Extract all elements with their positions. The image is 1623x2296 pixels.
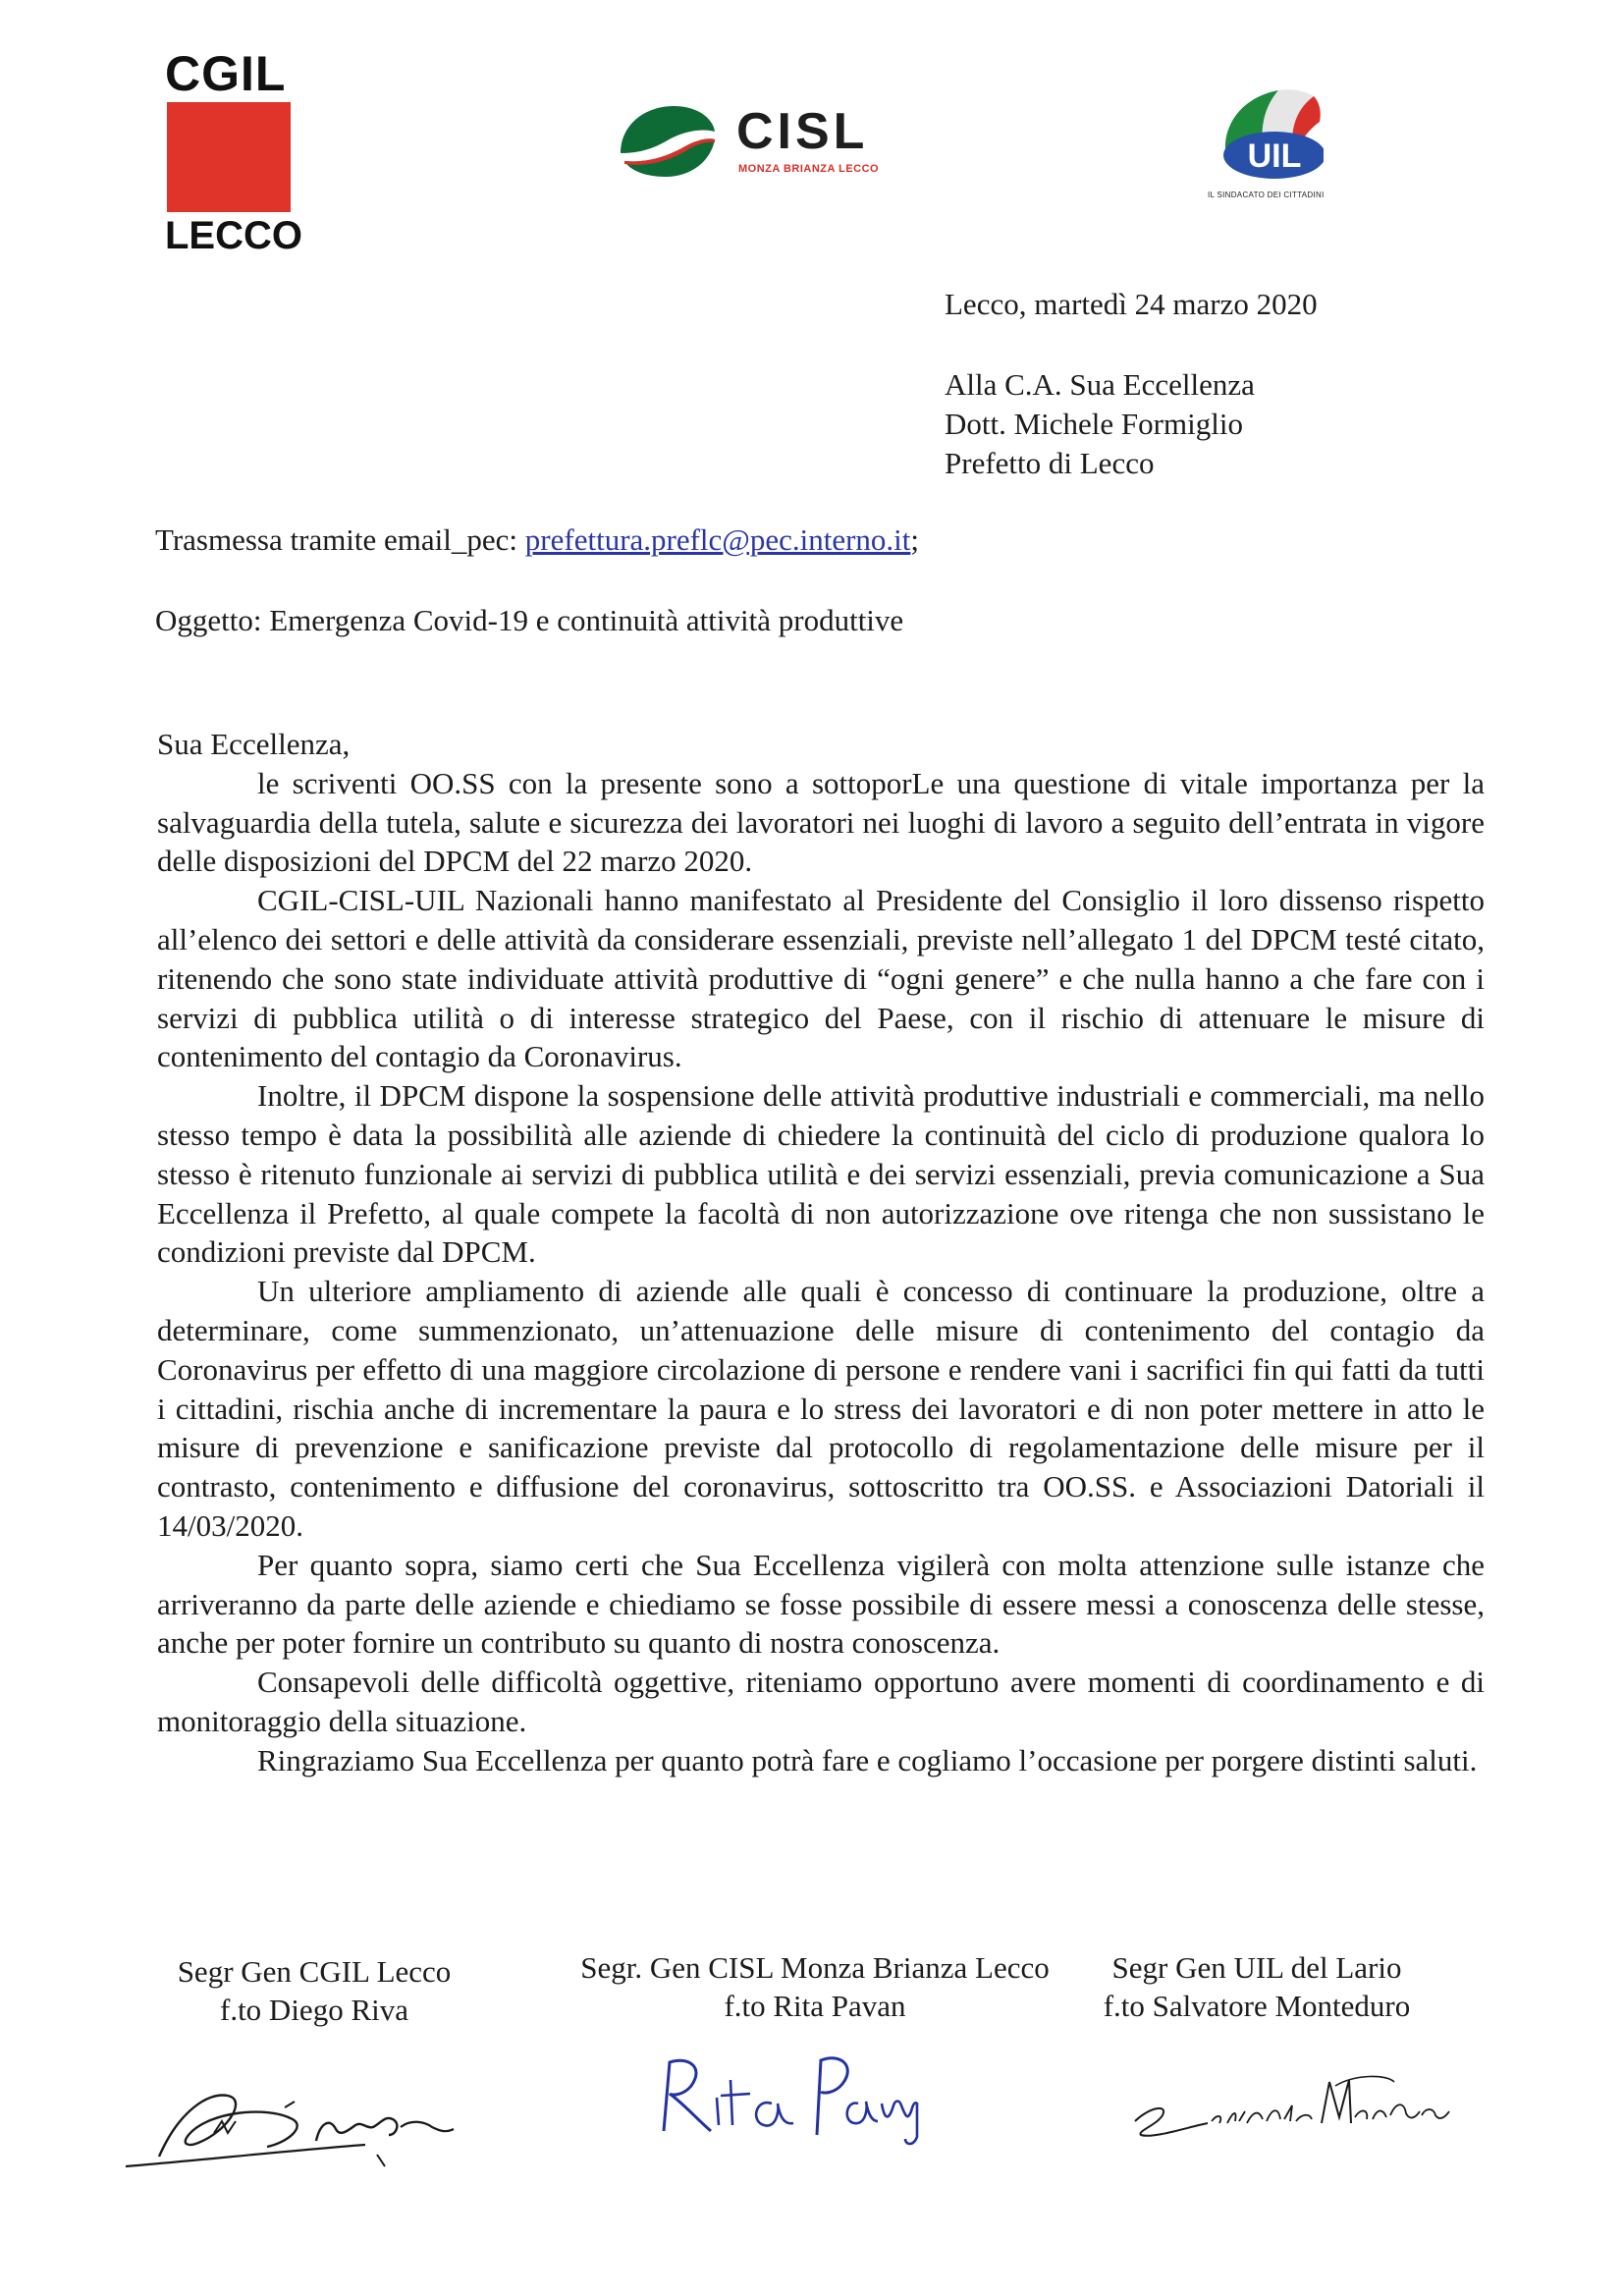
signatory-name: f.to Diego Riva bbox=[220, 1993, 408, 2027]
recipient-line: Prefetto di Lecco bbox=[945, 446, 1155, 480]
signatory-role: Segr Gen UIL del Lario bbox=[1111, 1950, 1402, 1985]
handwritten-signature-cisl bbox=[648, 2043, 933, 2160]
uil-logo-wordmark: UIL bbox=[1247, 137, 1302, 175]
handwritten-signature-cgil bbox=[120, 2072, 493, 2180]
transmission-label: Trasmessa tramite email_pec: bbox=[155, 522, 525, 557]
body-paragraph: Un ulteriore ampliamento di aziende alle quali è concesso di continuare la produzione, oltre a determinare, come summenzionato, un’attenuazione delle misure di contenimento del contagio da Coronavirus per effetto di una maggiore circolazione di persone e rendere vani i sacrifici fin qui fatti da tutti i cittadini, rischia anche di incrementare la paura e lo stress dei lavoratori e di non poter mettere in atto le misure di prevenzione e sanificazione previste dal protocollo di regolamentazione delle misure per il contrasto, contenimento e diffusione del coronavirus, sottoscritto tra OO.SS. e Associazioni Datoriali il 14/03/2020. bbox=[157, 1274, 1485, 1543]
transmission-suffix: ; bbox=[910, 522, 920, 557]
subject-line: Oggetto: Emergenza Covid-19 e continuità attività produttive bbox=[155, 603, 904, 637]
cgil-logo-bottom-text: LECCO bbox=[165, 214, 302, 257]
uil-logo-icon bbox=[1206, 82, 1324, 181]
signature-block-uil bbox=[1080, 1948, 1434, 2025]
recipient-block bbox=[945, 365, 1255, 483]
letter-date: Lecco, martedì 24 marzo 2020 bbox=[945, 287, 1318, 321]
signature-block-cgil bbox=[147, 1952, 481, 2029]
body-paragraph: Consapevoli delle difficoltà oggettive, riteniamo opportuno avere momenti di coordinamento e di monitoraggio della situazione. bbox=[157, 1665, 1485, 1738]
recipient-line: Dott. Michele Formiglio bbox=[945, 407, 1243, 441]
body-paragraph: CGIL-CISL-UIL Nazionali hanno manifestato al Presidente del Consiglio il loro dissenso rispetto all’elenco dei settori e delle attività da considerare essenziali, previste nell’allegato 1 del DPCM testé citato, ritenendo che sono state individuate attività produttive di “ogni genere” e che nulla hanno a che fare con i servizi di pubblica utilità o di interesse strategico del Paese, con il rischio di attenuare le misure di contenimento del contagio da Coronavirus. bbox=[157, 883, 1485, 1074]
handwritten-signature-uil bbox=[1129, 2062, 1453, 2151]
cisl-logo-icon bbox=[617, 102, 717, 181]
cgil-logo-red-square bbox=[167, 102, 291, 212]
signatory-role: Segr. Gen CISL Monza Brianza Lecco bbox=[580, 1950, 1050, 1985]
salutation: Sua Eccellenza, bbox=[157, 727, 351, 761]
recipient-line: Alla C.A. Sua Eccellenza bbox=[945, 367, 1255, 402]
cgil-logo-top-text: CGIL bbox=[165, 46, 287, 101]
body-paragraph: le scriventi OO.SS con la presente sono a sottoporLe una questione di vitale importanza per la salvaguardia della tutela, salute e sicurezza dei lavoratori nei luoghi di lavoro a seguito dell’entrata in vigore delle disposizioni del DPCM del 22 marzo 2020. bbox=[157, 765, 1485, 879]
signatory-role: Segr Gen CGIL Lecco bbox=[177, 1954, 452, 1989]
cisl-logo-subtitle: MONZA BRIANZA LECCO bbox=[738, 163, 880, 175]
signatory-name: f.to Salvatore Monteduro bbox=[1103, 1989, 1411, 2023]
body-paragraph: Per quanto sopra, siamo certi che Sua Eccellenza vigilerà con molta attenzione sulle istanze che arriveranno da parte delle aziende e chiediamo se fosse possibile di essere messi a conoscenza delle stesse, anche per poter fornire un contributo su quanto di nostra conoscenza. bbox=[157, 1547, 1485, 1661]
body-paragraph: Ringraziamo Sua Eccellenza per quanto potrà fare e cogliamo l’occasione per porgere distinti saluti. bbox=[257, 1742, 1478, 1777]
transmission-line bbox=[155, 522, 919, 558]
body-paragraph: Inoltre, il DPCM dispone la sospensione delle attività produttive industriali e commerciali, ma nello stesso tempo è data la possibilità alle aziende di chiedere la continuità del ciclo di produzione qualora lo stesso è ritenuto funzionale ai servizi di pubblica utilità e dei servizi essenziali, previa comunicazione a Sua Eccellenza il Prefetto, al quale compete la facoltà di non autorizzazione ove ritenga che non sussistano le condizioni previste dal DPCM. bbox=[157, 1078, 1485, 1270]
pec-email-link[interactable]: prefettura.preflc@pec.interno.it bbox=[524, 522, 911, 557]
letter-body bbox=[157, 725, 1485, 1780]
signatory-name: f.to Rita Pavan bbox=[724, 1989, 906, 2023]
signature-block-cisl bbox=[550, 1948, 1080, 2025]
uil-logo-subtitle: IL SINDACATO DEI CITTADINI bbox=[1208, 191, 1325, 199]
cisl-logo-wordmark: CISL bbox=[736, 103, 869, 160]
